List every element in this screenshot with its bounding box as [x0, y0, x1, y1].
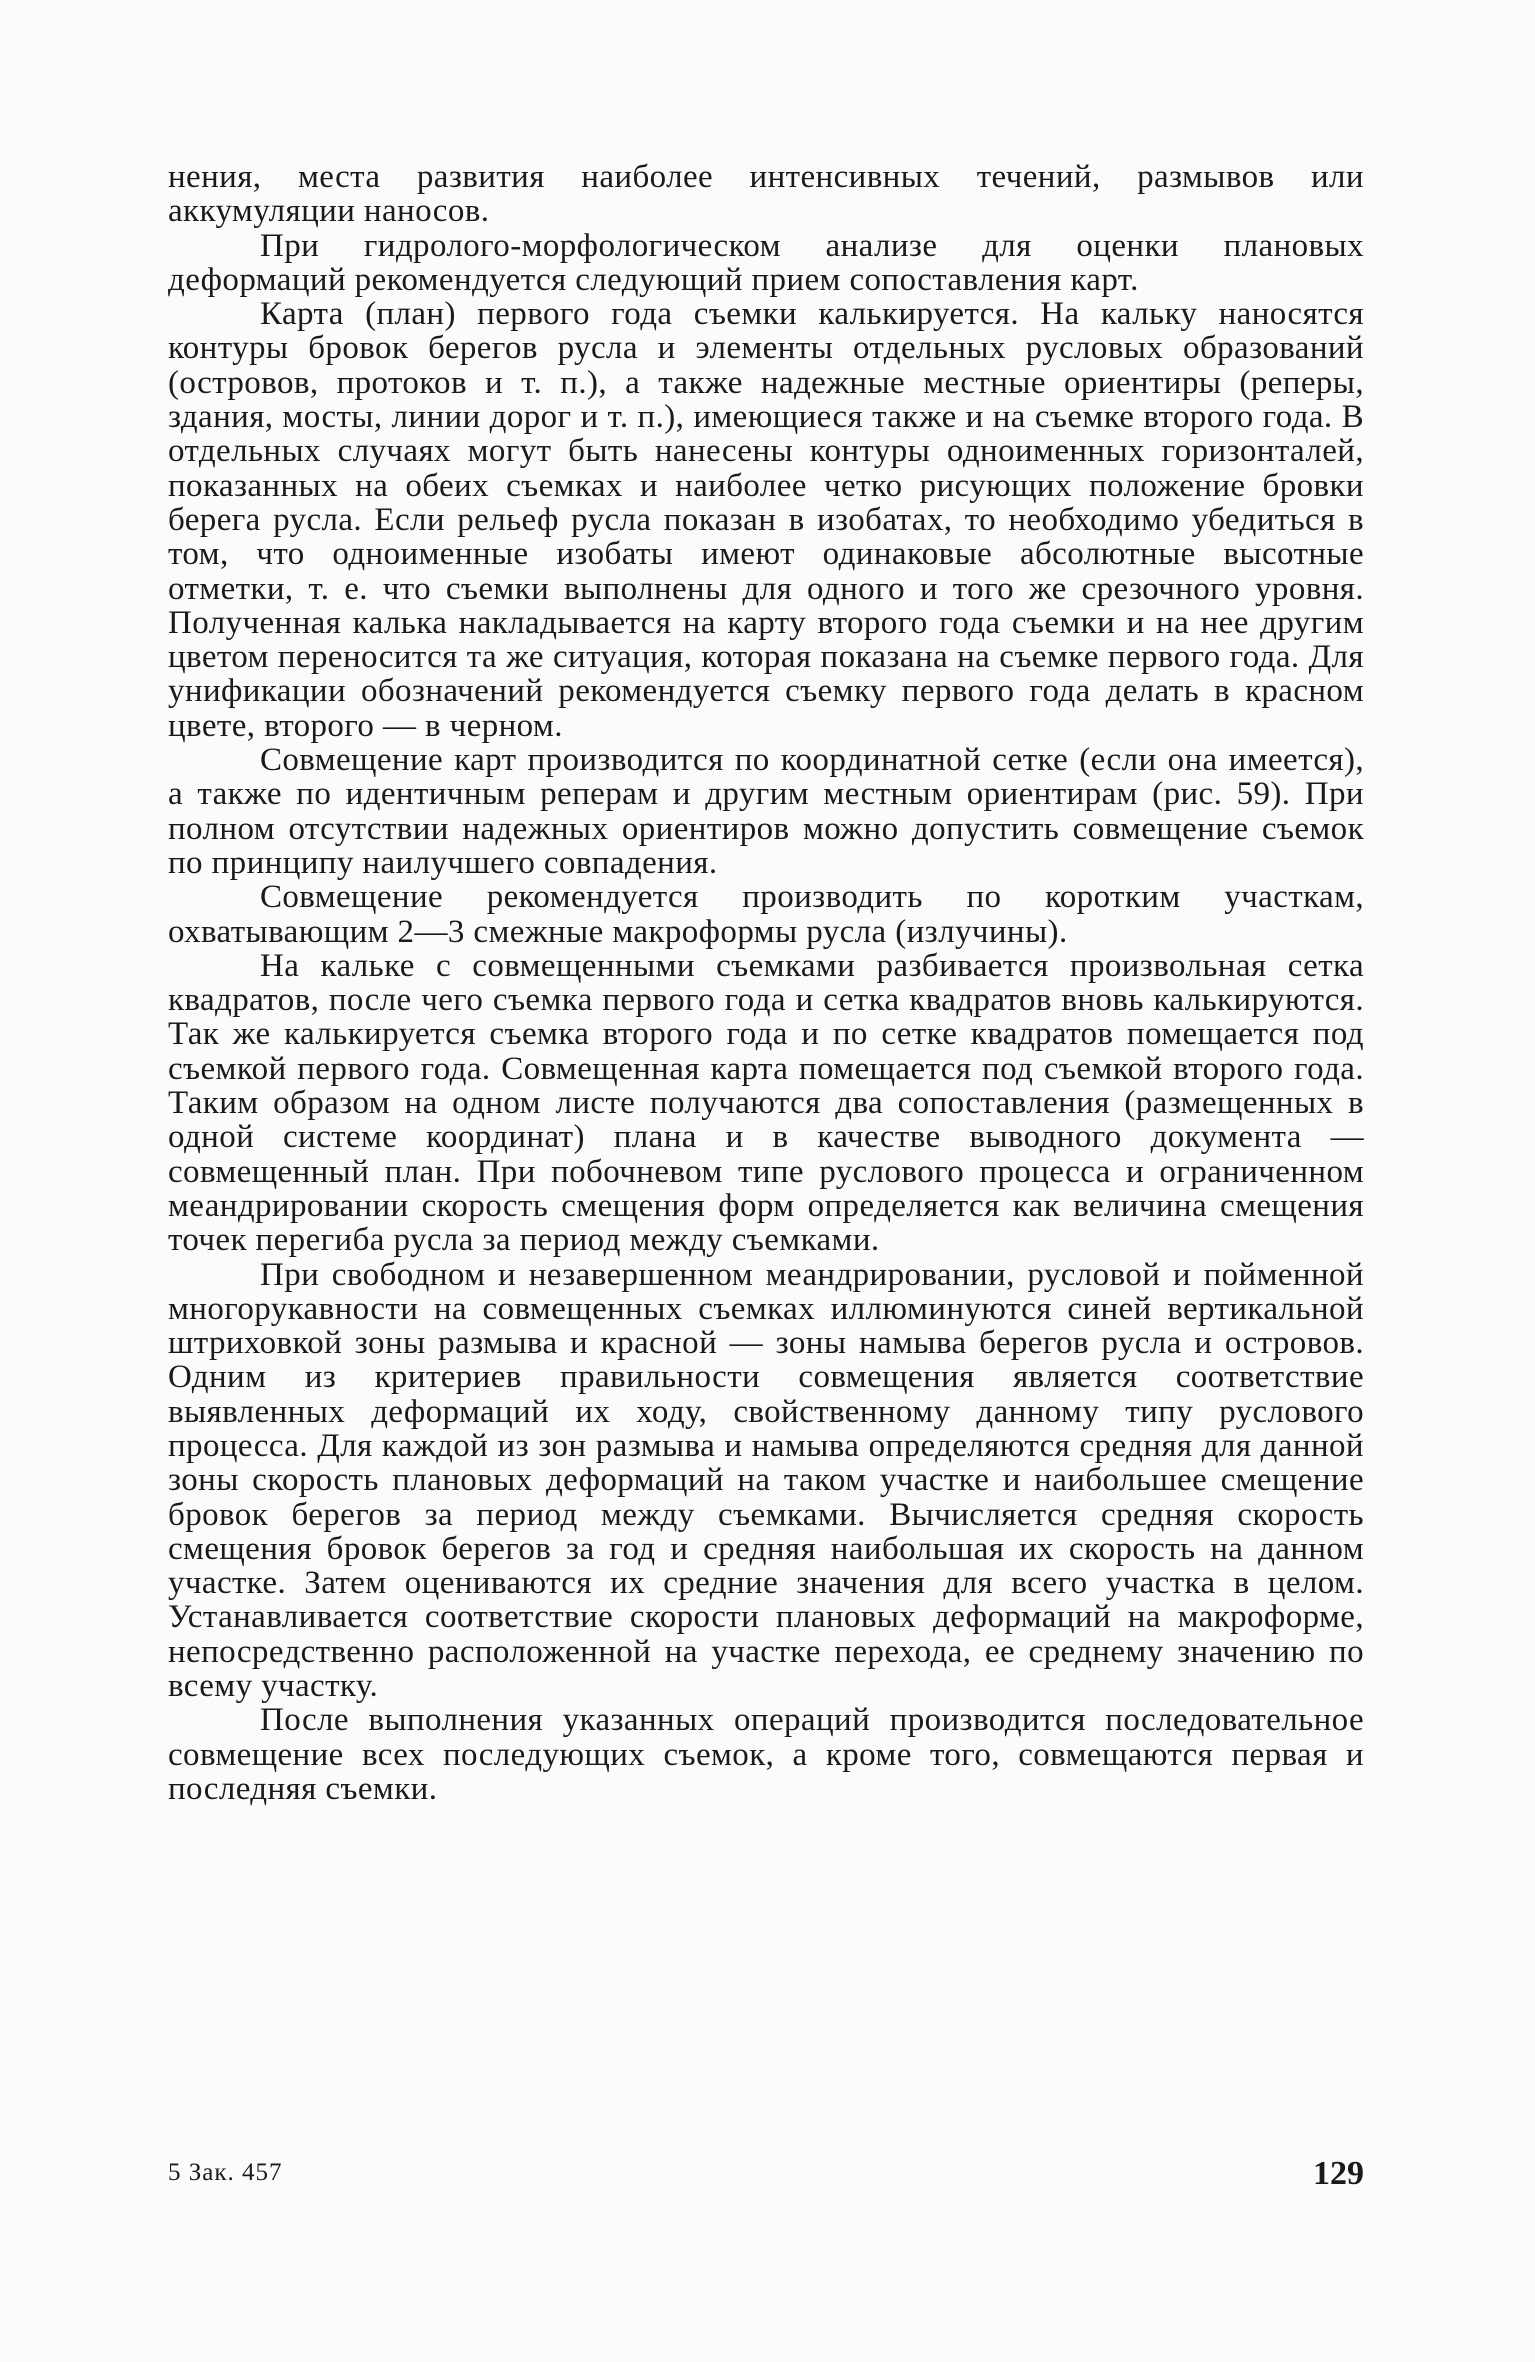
paragraph-map-alignment: Совмещение карт производится по координатной сетке (если она имеется), а также по идентичным реперам и другим местным ориентирам (рис. 59). При полном отсутствии надежных ориентиров можно допустить совмещение съемок по принципу наилучшего совпадения. — [168, 742, 1364, 881]
paragraph-continuation: нения, места развития наиболее интенсивных течений, размывов или аккумуляции наносов. — [168, 159, 1364, 230]
paragraph-short-sections: Совмещение рекомендуется производить по коротким участкам, охватывающим 2—3 смежные макроформы русла (излучины). — [168, 879, 1364, 950]
order-mark: 5 Зак. 457 — [168, 2159, 283, 2186]
page-footer — [168, 2155, 1364, 2195]
body-text — [168, 160, 1364, 1806]
paragraph-tracing: Карта (план) первого года съемки калькируется. На кальку наносятся контуры бровок берегов русла и элементы отдельных русловых образований (островов, протоков и т. п.), а также надежные местные ориентиры (реперы, здания, мосты, линии дорог и т. п.), имеющиеся также и на съемке второго года. В отдельных случаях могут быть нанесены контуры одноименных горизонталей, показанных на обеих съемках и наиболее четко рисующих положение бровки берега русла. Если рельеф русла показан в изобатах, то необходимо убедиться в том, что одноименные изобаты имеют одинаковые абсолютные высотные отметки, т. е. что съемки выполнены для одного и того же срезочного уровня. Полученная калька накладывается на карту второго года съемки и на нее другим цветом переносится та же ситуация, которая показана на съемке первого года. Для унификации обозначений рекомендуется съемку первого года делать в красном цвете, второго — в черном. — [168, 296, 1364, 744]
paragraph-sequential-alignment: После выполнения указанных операций производится последовательное совмещение всех последующих съемок, а кроме того, совмещаются первая и последняя съемки. — [168, 1702, 1364, 1807]
paragraph-meandering: При свободном и незавершенном меандрировании, русловой и пойменной многорукавности на совмещенных съемках иллюминуются синей вертикальной штриховкой зоны размыва и красной — зоны намыва берегов русла и островов. Одним из критериев правильности совмещения является соответствие выявленных деформаций их ходу, свойственному данному типу руслового процесса. Для каждой из зон размыва и намыва определяются средняя для данной зоны скорость плановых деформаций на таком участке и наибольшее смещение бровок берегов за период между съемками. Вычисляется средняя скорость смещения бровок берегов за год и средняя наибольшая их скорость на данном участке. Затем оцениваются их средние значения для всего участка в целом. Устанавливается соответствие скорости плановых деформаций на макроформе, непосредственно расположенной на участке перехода, ее среднему значению по всему участку. — [168, 1256, 1364, 1705]
paragraph-analysis-method: При гидролого-морфологическом анализе для оценки плановых деформаций рекомендуется следующий прием сопоставления карт. — [168, 227, 1364, 298]
page-number: 129 — [1313, 2155, 1364, 2192]
paragraph-square-grid: На кальке с совмещенными съемками разбивается произвольная сетка квадратов, после чего съемка первого года и сетка квадратов вновь калькируются. Так же калькируется съемка второго года и по сетке квадратов помещается под съемкой первого года. Совмещенная карта помещается под съемкой второго года. Таким образом на одном листе получаются два сопоставления (размещенных в одной системе координат) плана и в качестве выводного документа — совмещенный план. При побочневом типе руслового процесса и ограниченном меандрировании скорость смещения форм определяется как величина смещения точек перегиба русла за период между съемками. — [168, 947, 1364, 1259]
